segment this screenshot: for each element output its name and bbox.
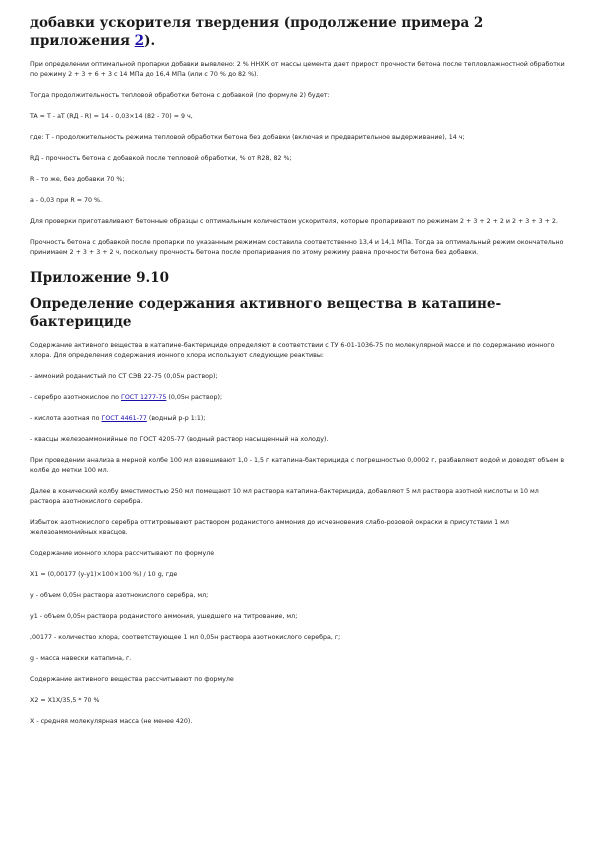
- paragraph: Тогда продолжительность тепловой обработки бетона с добавкой (по формуле 2) будет:: [30, 92, 330, 99]
- continuation-heading-text: добавки ускорителя твердения (продолжение примера 2 приложения: [30, 15, 484, 49]
- appendix-title: Приложение 9.10: [30, 270, 170, 286]
- paragraph: g - масса навески катапина, г.: [30, 655, 132, 662]
- paragraph: X - средняя молекулярная масса (не менее 420).: [30, 718, 193, 725]
- gost-4461-link[interactable]: ГОСТ 4461-77: [101, 415, 147, 422]
- gost-1277-link[interactable]: ГОСТ 1277-75: [121, 394, 167, 401]
- paragraph: Для проверки приготавливают бетонные образцы с оптимальным количеством ускорителя, которые пропаривают по режимам 2 + 3 + 2 + 2 и 2 + 3 + 3 + 2.: [30, 218, 558, 225]
- formula: X1 = (0,00177 (y-y1)×100×100 %) / 10 g, где: [30, 571, 178, 578]
- continuation-heading: [30, 14, 565, 50]
- list-item: [30, 393, 565, 403]
- paragraph: При проведении анализа в мерной колбе 100 мл взвешивают 1,0 - 1,5 г катапина-бактерицида с погрешностью 0,0002 г, разбавляют водой и доводят объем в колбе до метки 100 мл.: [30, 457, 565, 474]
- list-item-text: - серебро азотнокислое по: [30, 394, 121, 401]
- list-item: - квасцы железоаммонийные по ГОСТ 4205-77 (водный раствор насыщенный на холоду).: [30, 436, 329, 443]
- section-title: Определение содержания активного вещества в катапине-бактерициде: [30, 296, 502, 330]
- paragraph: Прочность бетона с добавкой после пропарки по указанным режимам составила соответственно 13,4 и 14,1 МПа. Тогда за оптимальный режим окончательно принимаем 2 + 3 + 3 + 2 ч, поскольку прочность бетона после пропаривания по этому режиму равна прочности бетона без добавки.: [30, 239, 564, 256]
- list-item-text: - кислота азотная по: [30, 415, 102, 422]
- list-item: - аммоний роданистый по СТ СЭВ 22-75 (0,05н раствор);: [30, 373, 218, 380]
- continuation-heading-tail: ).: [144, 33, 156, 49]
- paragraph: Избыток азотнокислого серебра оттитровывают раствором роданистого аммония до исчезновения слабо-розовой окраски в присутствии 1 мл железоаммонийных квасцов.: [30, 519, 509, 536]
- paragraph: Содержание активного вещества рассчитывают по формуле: [30, 676, 234, 683]
- paragraph: При определении оптимальной пропарки добавки выявлено: 2 % ННХК от массы цемента дает прирост прочности бетона после тепловлажностной обработки по режиму 2 + 3 + 6 + 3 с 14 МПа до 16,4 МПа (или с 70 % до 82 %).: [30, 61, 565, 78]
- list-item: [30, 414, 565, 424]
- paragraph: a - 0,03 при R = 70 %.: [30, 197, 103, 204]
- paragraph: Далее в конический колбу вместимостью 250 мл помещают 10 мл раствора катапина-бактерицида, добавляют 5 мл раствора азотной кислоты и 10 мл раствора азотнокислого серебра.: [30, 488, 539, 505]
- paragraph: y - объем 0,05н раствора азотнокислого серебра, мл;: [30, 592, 209, 599]
- paragraph: y1 - объем 0,05н раствора роданистого аммония, ушедшего на титрование, мл;: [30, 613, 298, 620]
- paragraph: RД - прочность бетона с добавкой после тепловой обработки, % от R28, 82 %;: [30, 155, 292, 162]
- paragraph: ,00177 - количество хлора, соответствующее 1 мл 0,05н раствора азотнокислого серебра, г;: [30, 634, 341, 641]
- appendix-2-link[interactable]: 2: [134, 33, 145, 49]
- list-item-text: (0,05н раствор);: [166, 394, 223, 401]
- paragraph: R - то же, без добавки 70 %;: [30, 176, 125, 183]
- formula: TA = T - aT (RД - R) = 14 - 0,03×14 (82 - 70) = 9 ч,: [30, 113, 193, 120]
- list-item-text: (водный р-р 1:1);: [146, 415, 206, 422]
- paragraph: где: T - продолжительность режима тепловой обработки бетона без добавки (включая и предварительное выдерживание), 14 ч;: [30, 134, 465, 141]
- paragraph: Содержание ионного хлора рассчитывают по формуле: [30, 550, 215, 557]
- formula: X2 = X1X/35,5 * 70 %: [30, 697, 100, 704]
- paragraph: Содержание активного вещества в катапине-бактерициде определяют в соответствии с ТУ 6-01-1036-75 по молекулярной массе и по содержанию ионного хлора. Для определения содержания ионного хлора используют следующие реактивы:: [30, 342, 555, 359]
